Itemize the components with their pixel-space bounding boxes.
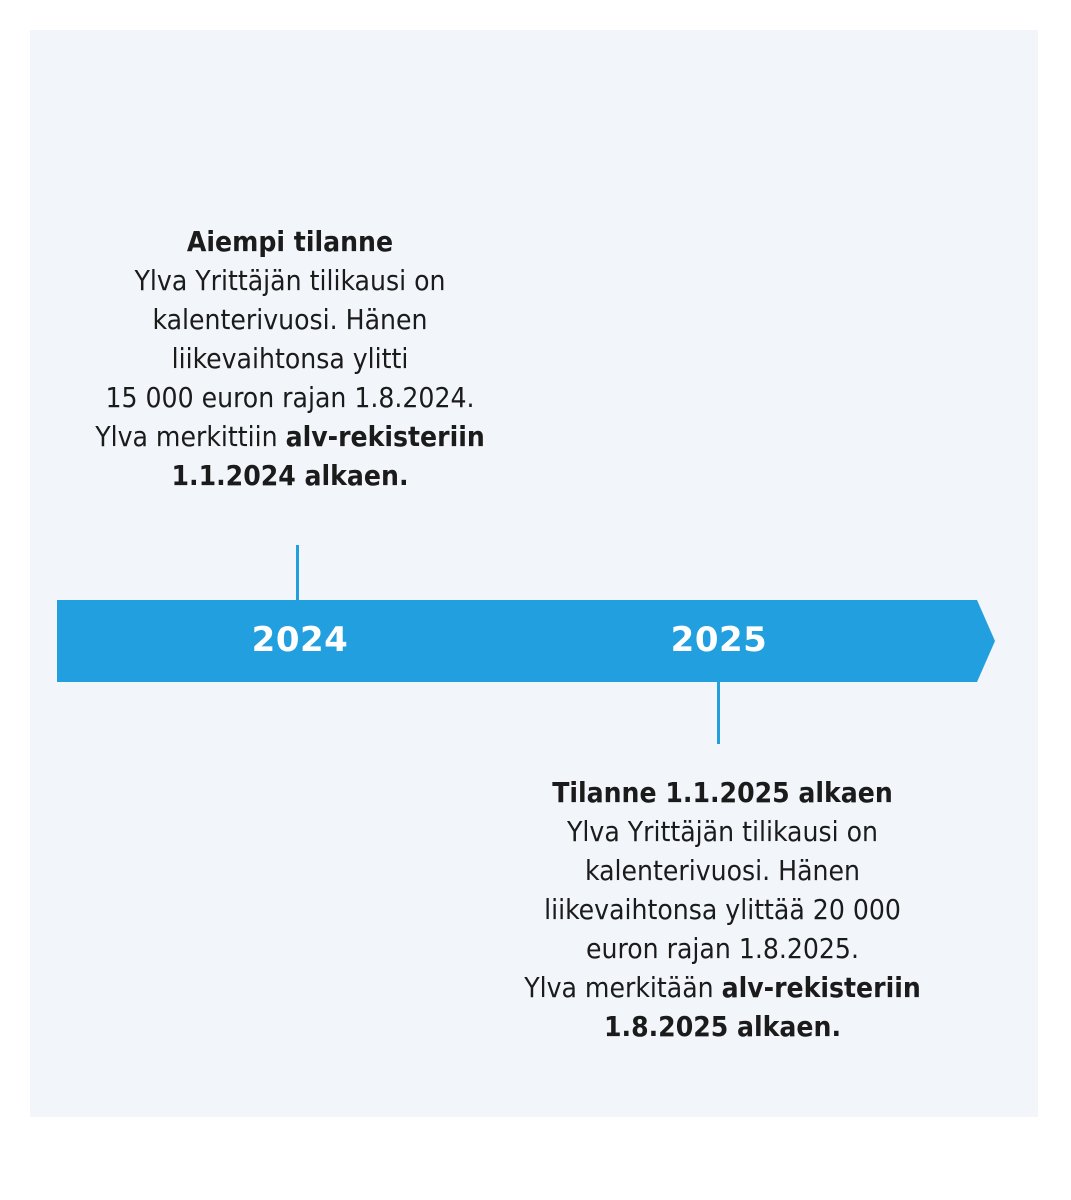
new-situation-line <box>500 968 945 1007</box>
previous-situation-title: Aiempi tilanne <box>186 225 394 258</box>
timeline-tick-2025 <box>717 680 720 744</box>
new-situation-date: 1.8.2025 alkaen. <box>603 1010 842 1043</box>
previous-situation-line: liikevaihtonsa ylitti <box>171 342 409 375</box>
new-situation-line-regular: Ylva merkitään <box>524 971 722 1004</box>
new-situation-line <box>500 1007 945 1046</box>
new-situation-line-bold: alv-rekisteriin <box>721 971 921 1004</box>
new-situation-line: Ylva Yrittäjän tilikausi on <box>567 815 878 848</box>
new-situation-card <box>500 773 945 1046</box>
previous-situation-line-bold: alv-rekisteriin <box>285 420 485 453</box>
previous-situation-line: Ylva Yrittäjän tilikausi on <box>134 264 446 297</box>
new-situation-line: euron rajan 1.8.2025. <box>586 932 859 965</box>
new-situation-line: kalenterivuosi. Hänen <box>585 854 860 887</box>
new-situation-line: liikevaihtonsa ylittää 20 000 <box>544 893 901 926</box>
previous-situation-date: 1.1.2024 alkaen. <box>171 459 409 492</box>
timeline-year-2025: 2025 <box>670 620 768 660</box>
timeline-year-2024: 2024 <box>251 620 349 660</box>
previous-situation-line: kalenterivuosi. Hänen <box>152 303 428 336</box>
timeline-bar <box>57 600 995 682</box>
new-situation-title: Tilanne 1.1.2025 alkaen <box>552 776 893 809</box>
previous-situation-line-regular: Ylva merkittiin <box>95 420 286 453</box>
previous-situation-line: 15 000 euron rajan 1.8.2024. <box>105 381 475 414</box>
